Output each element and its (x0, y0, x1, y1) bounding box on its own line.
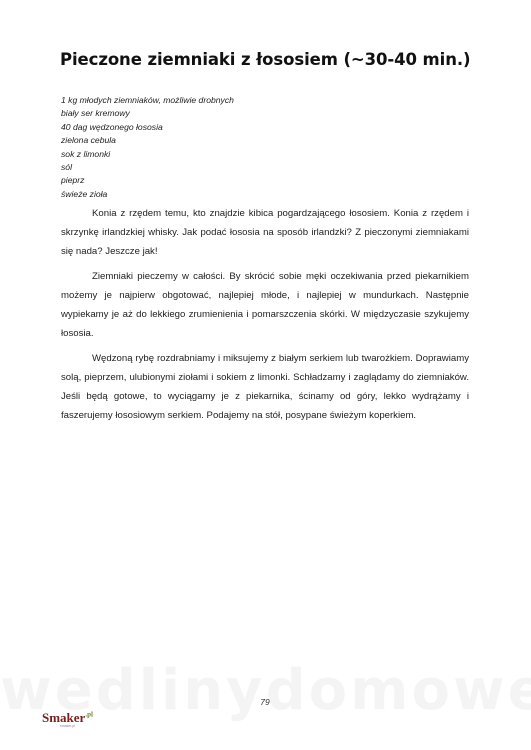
ingredient-item: pieprz (61, 175, 85, 186)
ingredients-list (61, 94, 361, 201)
ingredient-item: biały ser kremowy (61, 108, 130, 119)
ingredient-item: sól (61, 162, 72, 173)
logo-tagline: smaker.pl (60, 724, 75, 728)
logo-main-text: Smaker (42, 710, 86, 725)
ingredient-item: sok z limonki (61, 148, 111, 159)
body-paragraph: Ziemniaki pieczemy w całości. By skrócić sobie męki oczekiwania przed piekarnikiem możemy je najpierw obgotować, najlepiej młode, i najlepiej w mundurkach. Następnie wypiekamy je aż do lekkiego zrumienienia i pomarszczenia skórki. W międzyczasie szykujemy łososia. (61, 271, 469, 339)
body-paragraph: Wędzoną rybę rozdrabniamy i miksujemy z białym serkiem lub twarożkiem. Doprawiamy solą, pieprzem, ulubionymi ziołami i sokiem z limonki. Schładzamy i zaglądamy do ziemniaków. Jeśli będą gotowe, to wyciągamy je z piekarnika, ścinamy od góry, lekko wydrążamy i faszerujemy łososiowym serkiem. Podajemy na stół, posypane świeżym koperkiem. (61, 353, 469, 422)
page-number: 79 (260, 697, 270, 707)
ingredient-item: 1 kg młodych ziemniaków, możliwie drobnych (61, 95, 234, 105)
ingredient-item: świeże zioła (61, 188, 108, 199)
ingredient-item: zielona cebula (61, 135, 116, 146)
body-paragraph: Konia z rzędem temu, kto znajdzie kibica pogardzającego łososiem. Konia z rzędem i skrzynkę irlandzkiej whisky. Jak podać łososia na sposób irlandzki? Z pieczonymi ziemniakami się nada? Jeszcze jak! (61, 208, 469, 257)
recipe-title: Pieczone ziemniaki z łososiem (~30-40 min.) (60, 50, 471, 69)
logo-suffix-text: .pl (85, 710, 93, 719)
recipe-body (61, 205, 469, 432)
ingredient-item: 40 dag wędzonego łososia (61, 121, 163, 132)
publisher-logo (42, 710, 93, 728)
